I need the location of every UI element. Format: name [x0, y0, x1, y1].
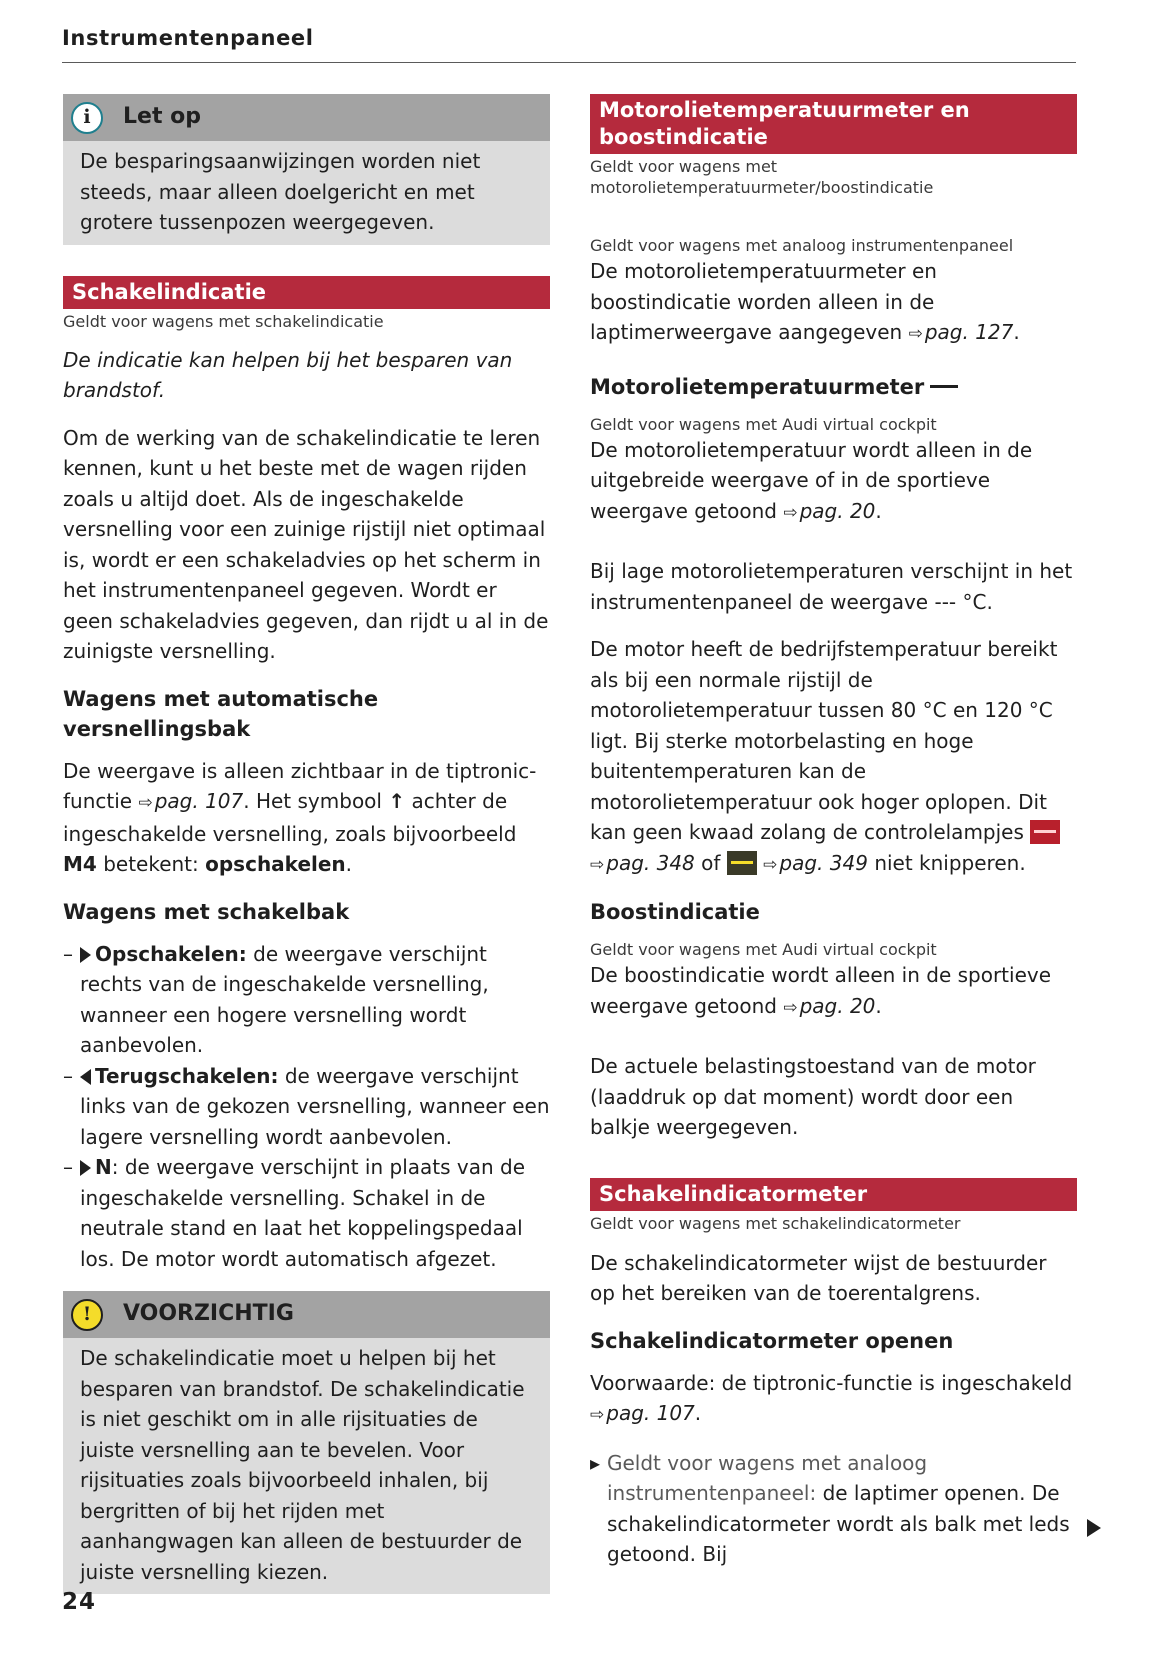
text-run: De motor heeft de bedrijfstemperatuur bereikt als bij een normale rijstijl de motorolietemperatuur tussen 80 °C en 120 °C ligt. Bij sterke motorbelasting en hoge buitentemperaturen kan de motorolietemperatuur ook hoger oplopen. Dit kan geen kwaad zolang de controlelampjes: [590, 637, 1058, 844]
list-item-label: N: [95, 1155, 112, 1179]
list-item: [63, 939, 550, 1061]
info-icon: i: [71, 102, 103, 134]
reference-arrow-icon: ⇨: [783, 502, 798, 523]
shift-meter-paragraph: De schakelindicatormeter wijst de bestuurder op het bereiken van de toerentalgrens.: [590, 1250, 1047, 1305]
header-divider: [62, 62, 1076, 63]
dash-marker: –: [63, 1063, 73, 1088]
note-box: [63, 94, 550, 245]
text-run: De motorolietemperatuurmeter en boostindicatie worden alleen in de laptimerweergave aangegeven: [590, 259, 937, 344]
warning-icon: !: [71, 1299, 103, 1331]
text-run: .: [345, 852, 353, 876]
list-item-label: Opschakelen:: [95, 941, 247, 966]
applies-note: Geldt voor wagens met motorolietemperatuurmeter/boostindicatie: [590, 157, 934, 197]
subheading-oil-meter: [590, 372, 1077, 402]
list-item-label: Geldt voor wagens met analoog instrumentenpaneel:: [607, 1450, 928, 1505]
subheading-manual: Wagens met schakelbak: [63, 899, 350, 924]
text-run: De motorolietemperatuur wordt alleen in de uitgebreide weergave of in de sportieve weergave getoond: [590, 437, 1033, 523]
subheading-text: Motorolietemperatuurmeter: [590, 374, 925, 399]
applies-note: Geldt voor wagens met schakelindicatormeter: [590, 1213, 961, 1233]
text-run: achter de ingeschakelde versnelling, zoals bijvoorbeeld: [63, 789, 517, 846]
note-title: Let op: [123, 104, 201, 130]
oil-warning-lamp-red-icon: [1030, 820, 1060, 844]
page-reference[interactable]: pag. 349: [779, 850, 868, 875]
dash-marker: –: [63, 1155, 73, 1179]
oil-warning-lamp-yellow-icon: [727, 851, 757, 875]
page-reference[interactable]: pag. 107: [606, 1401, 695, 1425]
automatic-paragraph: [63, 756, 550, 880]
list-item-text: de weergave verschijnt rechts van de ingeschakelde versnelling, wanneer een hogere versnelling wordt aanbevolen.: [80, 941, 489, 1057]
list-item: [63, 1152, 550, 1274]
text-run: .: [1013, 320, 1020, 344]
text-run: .: [875, 993, 882, 1018]
list-item: [63, 1061, 550, 1153]
triangle-left-icon: [80, 1069, 91, 1085]
text-run: of: [701, 850, 721, 875]
text-run: De boostindicatie wordt alleen in de sportieve weergave getoond: [590, 963, 1052, 1018]
up-arrow-icon: ↑: [388, 789, 406, 813]
reference-arrow-icon: ⇨: [590, 854, 605, 875]
list-item-label: Terugschakelen:: [95, 1063, 279, 1088]
triangle-right-icon: [80, 1160, 91, 1176]
page-reference[interactable]: pag. 348: [606, 850, 695, 875]
page-number: 24: [62, 1589, 97, 1615]
applies-note: Geldt voor wagens met Audi virtual cockpit: [590, 414, 937, 434]
bullet-marker: ▸: [590, 1450, 601, 1475]
oil-meter-paragraph-3: [590, 634, 1077, 880]
reference-arrow-icon: ⇨: [783, 997, 798, 1018]
gear-example: M4: [63, 852, 97, 876]
applies-note: Geldt voor wagens met schakelindicatie: [63, 311, 384, 331]
section-title-oil-boost: Motorolietemperatuurmeter en boostindicatie: [590, 94, 1077, 154]
caution-title: VOORZICHTIG: [123, 1301, 294, 1327]
subheading-boost: Boostindicatie: [590, 900, 760, 924]
triangle-right-icon: [80, 947, 91, 963]
dash-marker: –: [63, 941, 73, 966]
reference-arrow-icon: ⇨: [590, 1405, 605, 1425]
reference-arrow-icon: ⇨: [138, 793, 153, 813]
list-item-text: de laptimer openen. De schakelindicatormeter wordt als balk met leds getoond. Bij: [607, 1481, 1070, 1566]
continue-arrow-icon: [1087, 1519, 1101, 1537]
oil-meter-paragraph-2: Bij lage motorolietemperaturen verschijnt in het instrumentenpaneel de weergave --- °C.: [590, 559, 1073, 614]
caution-text: De schakelindicatie moet u helpen bij het besparen van brandstof. De schakelindicatie is niet geschikt om in alle rijsituaties de juiste versnelling aan te bevelen. Voor rijsituaties zoals bijvoorbeeld inhalen, bij bergritten of bij het rijden met aanhangwagen kan alleen de bestuurder de juiste versnelling kiezen.: [80, 1346, 525, 1584]
oil-boost-paragraph: [590, 256, 1077, 350]
reference-arrow-icon: ⇨: [908, 324, 923, 344]
caution-box-header: [63, 1291, 550, 1338]
list-item: [590, 1448, 1077, 1570]
body-paragraph: Om de werking van de schakelindicatie te leren kennen, kunt u het beste met de wagen rijden zoals u altijd doet. Als de ingeschakelde versnelling voor een zuinige rijstijl niet optimaal is, wordt er een schakeladvies op het scherm in het instrumentenpaneel gegeven. Wordt er geen schakeladvies gegeven, dan rijdt u al in de zuinigste versnelling.: [63, 425, 549, 663]
page-reference[interactable]: pag. 20: [799, 498, 876, 523]
applies-note: Geldt voor wagens met analoog instrumentenpaneel: [590, 236, 1014, 255]
subheading-automatic: Wagens met automatische versnellingsbak: [63, 686, 379, 741]
reference-arrow-icon: ⇨: [763, 854, 778, 875]
list-item-text: : de weergave verschijnt in plaats van de ingeschakelde versnelling. Schakel in de neutrale stand en laat het koppelingspedaal los. De motor wordt automatisch afgezet.: [80, 1155, 526, 1271]
subheading-shift-meter-open: Schakelindicatormeter openen: [590, 1328, 954, 1353]
caution-box: [63, 1291, 550, 1594]
page-reference[interactable]: pag. 127: [924, 320, 1014, 344]
page-reference[interactable]: pag. 20: [799, 993, 876, 1018]
note-box-header: [63, 94, 550, 141]
text-run: .: [694, 1401, 702, 1425]
oil-temperature-icon: [930, 379, 964, 395]
text-run: Voorwaarde: de tiptronic-functie is ingeschakeld: [590, 1370, 1073, 1395]
note-text: De besparingsaanwijzingen worden niet steeds, maar alleen doelgericht en met grotere tussenpozen weergegeven.: [80, 149, 481, 234]
oil-meter-paragraph: [590, 435, 1077, 529]
left-column: [63, 94, 550, 1625]
text-run: niet knipperen.: [874, 850, 1026, 875]
text-run: De weergave is alleen zichtbaar in de tiptronic-functie: [63, 758, 537, 813]
bold-term: opschakelen: [205, 852, 346, 876]
section-intro: De indicatie kan helpen bij het besparen van brandstof.: [63, 347, 513, 402]
boost-paragraph: [590, 960, 1077, 1023]
section-title-schakelindicatie: Schakelindicatie: [63, 276, 550, 309]
text-run: . Het symbool: [243, 789, 382, 813]
right-column: [590, 94, 1077, 1570]
text-run: betekent:: [103, 852, 199, 876]
page-header-title: Instrumentenpaneel: [62, 26, 314, 50]
text-run: .: [875, 498, 882, 523]
applies-note: Geldt voor wagens met Audi virtual cockpit: [590, 940, 937, 959]
list-item-text: de weergave verschijnt links van de gekozen versnelling, wanneer een lagere versnelling wordt aanbevolen.: [80, 1063, 550, 1149]
shift-meter-condition: [590, 1368, 1077, 1431]
section-title-shift-meter: Schakelindicatormeter: [590, 1178, 1077, 1211]
boost-paragraph-2: De actuele belastingstoestand van de motor (laaddruk op dat moment) wordt door een balkje weergegeven.: [590, 1054, 1036, 1139]
page-reference[interactable]: pag. 107: [154, 789, 244, 813]
